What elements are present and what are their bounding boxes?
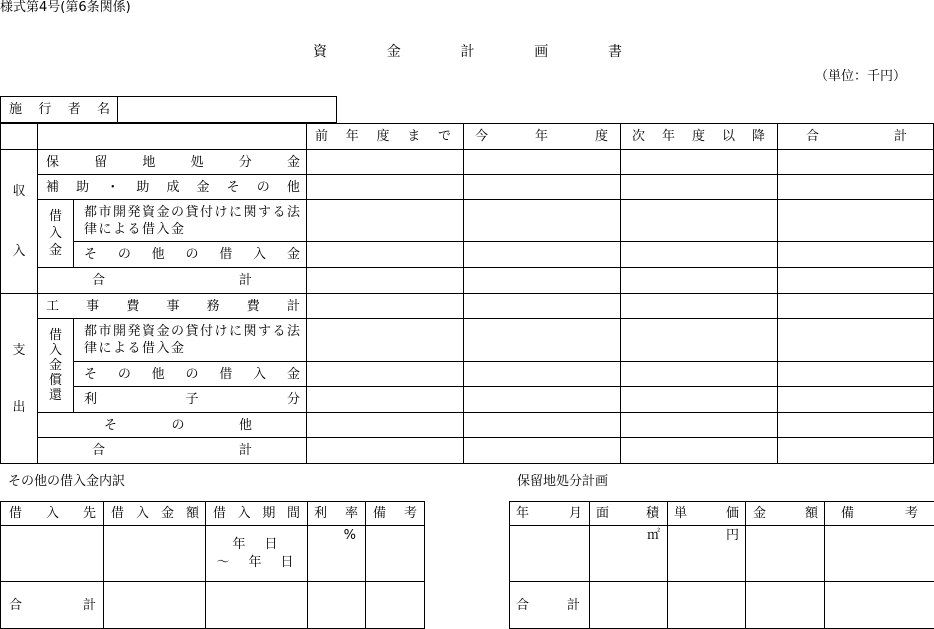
- item-label: [74, 392, 306, 407]
- applicant-label: [1, 102, 117, 117]
- label-character: 事: [86, 298, 100, 314]
- row-repay-other: [1, 362, 934, 387]
- item-label-cell: [74, 362, 307, 387]
- label-character: 他: [286, 179, 300, 195]
- period-to: ～ 年 日: [216, 554, 297, 570]
- label-character: 前: [315, 129, 329, 144]
- expenditure-label-cell: [1, 294, 38, 464]
- income-label: [1, 184, 37, 259]
- label-character: 単: [674, 506, 688, 521]
- loan-total-label: [1, 598, 103, 613]
- amount-cell: [621, 387, 778, 413]
- label-character: 額: [804, 506, 818, 521]
- label-character: 入: [253, 247, 267, 262]
- item-label-cell: [38, 150, 307, 175]
- label-character: 収: [12, 184, 26, 199]
- applicant-name-value: [118, 97, 337, 123]
- amount-cell: [778, 362, 934, 387]
- col-header-previous-years: [307, 129, 463, 144]
- label-character: 積: [645, 506, 659, 521]
- label-character: 分: [238, 154, 252, 170]
- col-header-total: [778, 129, 933, 144]
- row-loan-urban-development: [1, 200, 934, 242]
- label-character: ・: [106, 179, 120, 195]
- label-character: 年: [516, 506, 530, 521]
- col-header-cell: [464, 124, 621, 150]
- loan-data-row: [1, 526, 425, 582]
- label-character: 入: [135, 506, 149, 521]
- label-character: 考: [904, 506, 918, 521]
- amount-cell: [621, 150, 778, 175]
- label-character: 金: [160, 506, 174, 521]
- label-character: 間: [286, 506, 300, 521]
- item-label: [74, 367, 306, 382]
- label-character: 合: [806, 129, 820, 144]
- col-header-cell: [307, 124, 464, 150]
- item-label-cell: [38, 294, 307, 319]
- amount-cell: [307, 387, 464, 413]
- land-total-label: [510, 598, 589, 613]
- price-unit: 円: [725, 528, 739, 543]
- row-other-expenditure: [1, 413, 934, 438]
- loan-breakdown-title: その他の借入金内訳: [8, 474, 126, 489]
- label-character: 行: [38, 102, 52, 117]
- label-character: 年: [345, 129, 359, 144]
- row-interest: [1, 387, 934, 413]
- amount-cell: [307, 319, 464, 362]
- loan-total-row: [1, 582, 425, 629]
- label-character: 保: [46, 154, 60, 170]
- land-total-row: [510, 582, 934, 629]
- income-label-cell: [1, 150, 38, 294]
- rate-unit: %: [343, 528, 356, 543]
- label-character: 年: [534, 129, 548, 144]
- amount-cell: [778, 438, 934, 464]
- label-character: 年: [661, 129, 675, 144]
- income-total-label: [38, 273, 306, 288]
- label-character: そ: [226, 179, 240, 195]
- item-label-cell: [38, 438, 307, 464]
- col-header-cell: [825, 502, 934, 526]
- label-character: 率: [344, 506, 358, 521]
- label-character: 他: [151, 366, 165, 382]
- item-label: [38, 299, 306, 314]
- loan-amount-total-cell: [104, 582, 206, 629]
- label-character: 度: [376, 129, 390, 144]
- label-character: 合: [92, 443, 106, 458]
- label-character: 名: [96, 102, 110, 117]
- item-label: [38, 155, 306, 170]
- amount-cell: [778, 150, 934, 175]
- col-header-cell: [746, 502, 825, 526]
- label-character: 度: [594, 129, 608, 144]
- amount-cell: [778, 319, 934, 362]
- label-character: 備: [373, 506, 387, 521]
- label-character: 備: [841, 506, 855, 521]
- amount-cell: [621, 294, 778, 319]
- col-header-cell: [104, 502, 206, 526]
- label-character: の: [185, 366, 199, 382]
- col-header-year-month: [510, 506, 589, 521]
- label-character: 事: [166, 298, 180, 314]
- amount-cell: [621, 242, 778, 268]
- label-character: 月: [568, 506, 582, 521]
- fund-plan-table: [0, 123, 934, 464]
- label-character: 出: [12, 399, 26, 415]
- label-character: 分: [286, 392, 300, 407]
- label-character: 計: [238, 443, 252, 458]
- amount-cell: [464, 200, 621, 242]
- empty-cell: [825, 582, 934, 629]
- label-character: 務: [206, 298, 220, 314]
- amount-cell: [621, 319, 778, 362]
- label-character: そ: [104, 417, 118, 433]
- amount-cell: [621, 268, 778, 294]
- label-character: 価: [725, 506, 739, 521]
- col-header-remarks: [825, 506, 934, 521]
- label-character: 以: [721, 129, 735, 144]
- label-character: そ: [84, 247, 98, 262]
- col-header-cell: [1, 502, 104, 526]
- item-label: 都市開発資金の貸付けに関する法 律による借入金: [84, 324, 302, 356]
- col-header-next-years: [621, 129, 777, 144]
- label-character: 借: [9, 506, 23, 521]
- row-loan-other: [1, 242, 934, 268]
- amount-cell: [464, 362, 621, 387]
- row-construction-admin: [1, 294, 934, 319]
- label-character: 者: [67, 102, 81, 117]
- label-character: 金: [286, 247, 300, 262]
- loans-group-label: 借入金: [48, 209, 62, 258]
- label-character: 借: [219, 366, 233, 382]
- label-character: 入: [237, 506, 251, 521]
- label-character: の: [117, 247, 131, 262]
- land-disposal-plan-title: 保留地処分計画: [517, 474, 609, 489]
- label-character: の: [185, 247, 199, 262]
- amount-cell: [464, 413, 621, 438]
- label-character: 留: [94, 154, 108, 170]
- label-character: 借: [111, 506, 125, 521]
- area-unit: ㎡: [646, 528, 660, 543]
- label-character: 借: [213, 506, 227, 521]
- amount-cell: [307, 438, 464, 464]
- land-data-row: [510, 526, 934, 582]
- label-character: 金: [753, 506, 767, 521]
- amount-cell: [307, 242, 464, 268]
- col-header-area: [590, 506, 667, 521]
- item-label-cell: [38, 268, 307, 294]
- label-character: 補: [46, 179, 60, 195]
- form-number: 様式第4号(第6条関係): [0, 0, 131, 15]
- amount-cell: [621, 438, 778, 464]
- empty-cell: [668, 582, 746, 629]
- amount-cell: [621, 413, 778, 438]
- expenditure-label: [1, 343, 37, 415]
- label-character: 面: [596, 506, 610, 521]
- amount-cell: [307, 200, 464, 242]
- label-character: 額: [185, 506, 199, 521]
- col-header-amount: [746, 506, 824, 521]
- amount-cell: [307, 150, 464, 175]
- label-character: 書: [608, 44, 622, 60]
- label-character: 計: [286, 298, 300, 314]
- repayment-group-cell: [38, 319, 74, 413]
- label-character: 利: [84, 392, 98, 407]
- label-character: の: [171, 417, 185, 433]
- col-header-loan-amount: [104, 506, 205, 521]
- label-character: 他: [238, 417, 252, 433]
- label-character: 金: [286, 366, 300, 382]
- label-character: そ: [84, 366, 98, 382]
- label-character: 合: [9, 597, 23, 613]
- land-header-row: [510, 502, 934, 526]
- amount-total-cell: [746, 582, 825, 629]
- col-header-interest-rate: [308, 506, 365, 521]
- amount-cell: [307, 268, 464, 294]
- item-label-cell: [74, 319, 307, 362]
- amount-cell: [746, 526, 825, 582]
- label-character: 入: [12, 244, 26, 259]
- amount-cell: [778, 268, 934, 294]
- unit-price-cell: [668, 526, 746, 582]
- label-character: 次: [632, 129, 646, 144]
- label-character: 期: [262, 506, 276, 521]
- document-title: [313, 45, 622, 60]
- label-character: 借: [219, 247, 233, 262]
- label-character: 支: [12, 342, 26, 358]
- item-label-cell: [74, 200, 307, 242]
- item-label-cell: [74, 387, 307, 413]
- row-expenditure-total: [1, 438, 934, 464]
- applicant-table: [0, 96, 337, 123]
- amount-cell: [778, 242, 934, 268]
- period-from: 年 日: [232, 536, 281, 552]
- amount-cell: [464, 150, 621, 175]
- amount-cell: [778, 387, 934, 413]
- item-label: 都市開発資金の貸付けに関する法 律による借入金: [84, 204, 302, 237]
- label-character: 資: [313, 44, 327, 60]
- amount-cell: [464, 294, 621, 319]
- item-label: [38, 418, 306, 433]
- label-character: 計: [566, 597, 580, 613]
- label-character: 入: [45, 506, 59, 521]
- amount-cell: [778, 413, 934, 438]
- year-month-cell: [510, 526, 590, 582]
- col-header-cell: [668, 502, 746, 526]
- amount-cell: [621, 200, 778, 242]
- item-label-cell: [38, 413, 307, 438]
- amount-cell: [307, 294, 464, 319]
- label-character: 金: [196, 179, 210, 195]
- amount-cell: [778, 200, 934, 242]
- label-character: 費: [246, 298, 260, 314]
- row-repay-urban-development: [1, 319, 934, 362]
- row-reserved-land-disposal: [1, 150, 934, 175]
- label-character: 金: [286, 154, 300, 170]
- label-character: 成: [166, 179, 180, 195]
- label-character: 施: [9, 102, 23, 117]
- label-character: 子: [185, 392, 199, 407]
- label-character: 計: [82, 597, 96, 613]
- amount-cell: [307, 362, 464, 387]
- col-header-unit-price: [668, 506, 745, 521]
- col-header-cell: [590, 502, 668, 526]
- amount-cell: [464, 438, 621, 464]
- loan-breakdown-table: [0, 501, 425, 629]
- empty-cell: [308, 582, 366, 629]
- expenditure-total-label: [38, 443, 306, 458]
- land-disposal-plan-table: [509, 501, 934, 629]
- loan-period-cell: [206, 526, 308, 582]
- row-income-total: [1, 268, 934, 294]
- amount-cell: [464, 319, 621, 362]
- col-header-this-year: [464, 129, 620, 144]
- amount-cell: [464, 387, 621, 413]
- label-character: 今: [475, 129, 489, 144]
- area-total-cell: [590, 582, 668, 629]
- label-character: 降: [751, 129, 765, 144]
- label-character: 合: [92, 273, 106, 288]
- item-label: [74, 247, 306, 262]
- label-character: 入: [253, 366, 267, 382]
- label-character: 金: [386, 44, 401, 60]
- loan-header-row: [1, 502, 425, 526]
- header-row: [1, 124, 934, 150]
- loan-amount-cell: [104, 526, 206, 582]
- label-character: 度: [691, 129, 705, 144]
- item-label-cell: [38, 175, 307, 200]
- applicant-row: [1, 97, 337, 123]
- label-character: 合: [516, 597, 530, 613]
- label-character: の: [256, 179, 270, 195]
- label-character: 地: [142, 154, 156, 170]
- label-character: 工: [46, 298, 60, 314]
- corner-cell: [1, 124, 38, 150]
- label-character: 計: [238, 273, 252, 288]
- row-subsidies: [1, 175, 934, 200]
- label-character: 費: [126, 298, 140, 314]
- label-character: 先: [82, 506, 96, 521]
- label-character: 他: [151, 247, 165, 262]
- col-header-cell: [621, 124, 778, 150]
- label-character: 利: [314, 506, 328, 521]
- amount-cell: [307, 413, 464, 438]
- empty-cell: [206, 582, 308, 629]
- applicant-label-cell: [1, 97, 118, 123]
- amount-cell: [464, 268, 621, 294]
- label-character: 助: [76, 179, 90, 195]
- label-character: 助: [136, 179, 150, 195]
- amount-cell: [307, 175, 464, 200]
- col-header-cell: [308, 502, 366, 526]
- label-character: 処: [190, 154, 204, 170]
- item-label-cell: [74, 242, 307, 268]
- remarks-cell: [366, 526, 425, 582]
- col-header-lender: [1, 506, 103, 521]
- loans-group-cell: [38, 200, 74, 268]
- total-label-cell: [1, 582, 104, 629]
- col-header-cell: [778, 124, 934, 150]
- unit-note: （単位：千円）: [815, 69, 907, 84]
- amount-cell: [621, 175, 778, 200]
- item-label: [38, 180, 306, 195]
- col-header-cell: [366, 502, 425, 526]
- interest-rate-cell: [308, 526, 366, 582]
- col-header-loan-period: [206, 506, 307, 521]
- label-character: 計: [460, 44, 475, 60]
- col-header-cell: [510, 502, 590, 526]
- amount-cell: [464, 242, 621, 268]
- col-header-cell: [206, 502, 308, 526]
- amount-cell: [778, 294, 934, 319]
- col-header-remarks: [366, 506, 424, 521]
- remarks-cell: [825, 526, 934, 582]
- item-header-cell: [38, 124, 307, 150]
- lender-cell: [1, 526, 104, 582]
- label-character: ま: [407, 129, 421, 144]
- area-cell: [590, 526, 668, 582]
- total-label-cell: [510, 582, 590, 629]
- label-character: 考: [403, 506, 417, 521]
- amount-cell: [778, 175, 934, 200]
- empty-cell: [366, 582, 425, 629]
- label-character: の: [117, 366, 131, 382]
- label-character: で: [437, 129, 451, 144]
- repayment-group-label: 借入金償還: [48, 328, 62, 403]
- amount-cell: [621, 362, 778, 387]
- amount-cell: [464, 175, 621, 200]
- label-character: 計: [893, 129, 907, 144]
- label-character: 画: [534, 44, 549, 60]
